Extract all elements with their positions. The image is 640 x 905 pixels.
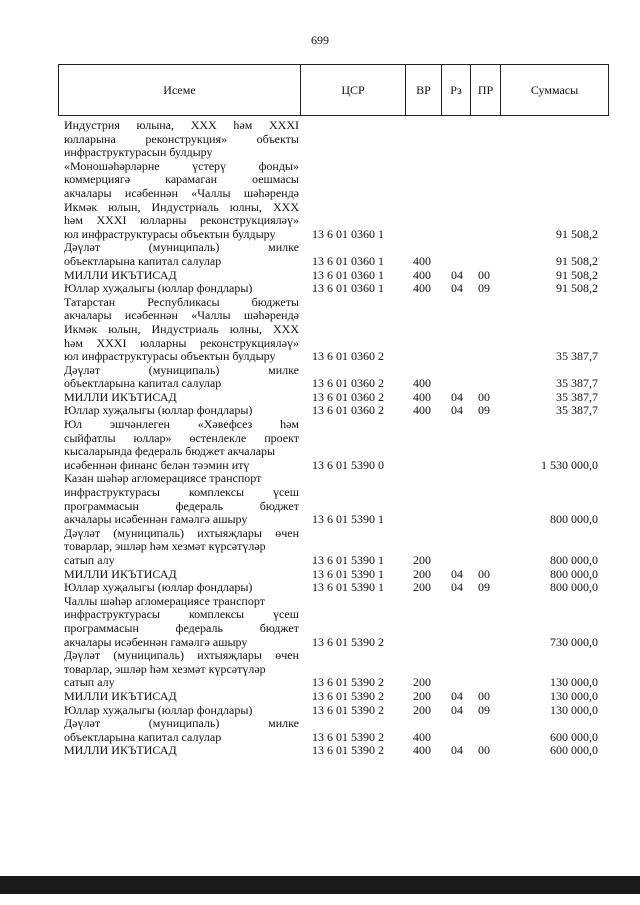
row-name: юл инфраструктурасы объектын булдыру bbox=[64, 350, 276, 364]
row-sum: 800 000,0 bbox=[550, 580, 598, 595]
table-row bbox=[64, 187, 604, 201]
column-header-sum: Суммасы bbox=[500, 65, 608, 115]
row-name: исәбеннән финанс белән тәэмин итү bbox=[64, 458, 250, 472]
row-csr: 13 6 01 0360 2 bbox=[312, 403, 384, 418]
row-name: объектларына капитал салулар bbox=[64, 730, 222, 744]
row-pr: 00 bbox=[478, 267, 490, 282]
table-row bbox=[64, 241, 604, 255]
table-row bbox=[64, 663, 604, 677]
row-name: инфраструктурасы комплексы үсеш bbox=[64, 486, 299, 500]
row-csr: 13 6 01 0360 1 bbox=[312, 281, 384, 296]
row-name: программасын федераль бюджет bbox=[64, 621, 299, 635]
column-header-vr: ВР bbox=[405, 65, 441, 115]
table-row bbox=[64, 214, 604, 228]
row-name: Дәүләт (муниципаль) милке bbox=[64, 717, 299, 731]
row-name: товарлар, эшләр һәм хезмәт күрсәтүләр bbox=[64, 540, 266, 554]
row-name: юлларына реконструкция» объекты bbox=[64, 132, 299, 146]
row-vr: 400 bbox=[413, 743, 431, 758]
table-row bbox=[64, 337, 604, 351]
row-vr: 200 bbox=[413, 566, 431, 581]
row-name: Дәүләт (муниципаль) ихтыяҗлары өчен bbox=[64, 649, 299, 663]
table-row bbox=[64, 676, 604, 690]
row-pr: 09 bbox=[478, 702, 490, 717]
row-sum: 600 000,0 bbox=[550, 729, 598, 744]
table-row bbox=[64, 119, 604, 133]
row-name: Юл эшчәнлеген «Хәвефсез һәм bbox=[64, 418, 299, 432]
table-row bbox=[64, 255, 604, 269]
row-csr: 13 6 01 5390 0 bbox=[312, 457, 384, 472]
row-rz: 04 bbox=[451, 267, 463, 282]
table-header bbox=[58, 64, 609, 116]
row-vr: 400 bbox=[413, 389, 431, 404]
table-row bbox=[64, 418, 604, 432]
row-vr: 400 bbox=[413, 376, 431, 391]
table-row bbox=[64, 704, 604, 718]
table-row bbox=[64, 350, 604, 364]
row-name: һәм XXXI юлларны реконструкцияләү» bbox=[64, 336, 299, 350]
row-name: сатып алу bbox=[64, 676, 115, 690]
row-vr: 200 bbox=[413, 688, 431, 703]
row-rz: 04 bbox=[451, 389, 463, 404]
table-row bbox=[64, 309, 604, 323]
row-name: инфраструктурасы комплексы үсеш bbox=[64, 608, 299, 622]
table-row bbox=[64, 608, 604, 622]
table-row bbox=[64, 540, 604, 554]
row-csr: 13 6 01 0360 1 bbox=[312, 226, 384, 241]
row-pr: 09 bbox=[478, 403, 490, 418]
row-name: Казан шәһәр агломерациясе транспорт bbox=[64, 472, 262, 486]
row-vr: 200 bbox=[413, 675, 431, 690]
row-sum: 91 508,2 bbox=[556, 267, 598, 282]
row-name: Юллар хуҗалыгы (юллар фондлары) bbox=[64, 581, 253, 595]
row-name: Индустрия юлына, XXX һәм XXXI bbox=[64, 119, 299, 132]
row-sum: 130 000,0 bbox=[550, 702, 598, 717]
row-name: объектларына капитал салулар bbox=[64, 377, 222, 391]
row-name: Юллар хуҗалыгы (юллар фондлары) bbox=[64, 404, 253, 418]
table-row bbox=[64, 173, 604, 187]
row-name: МИЛЛИ ИКЪТИСАД bbox=[64, 744, 177, 758]
table-row bbox=[64, 500, 604, 514]
row-csr: 13 6 01 0360 2 bbox=[312, 389, 384, 404]
row-rz: 04 bbox=[451, 702, 463, 717]
row-vr: 200 bbox=[413, 553, 431, 567]
table-row bbox=[64, 595, 604, 609]
row-sum: 600 000,0 bbox=[550, 743, 598, 758]
table-row bbox=[64, 622, 604, 636]
table-row bbox=[64, 323, 604, 337]
table-row bbox=[64, 146, 604, 160]
table-row bbox=[64, 636, 604, 650]
row-name: акчалары исәбеннән «Чаллы шәһәрендә bbox=[64, 186, 299, 200]
table-row bbox=[64, 554, 604, 568]
row-sum: 91 508,2 bbox=[556, 226, 598, 241]
row-name: Икмәк юлын, Индустриаль юлны, XXX bbox=[64, 322, 299, 336]
row-name: коммерциягә карамаган оешмасы bbox=[64, 173, 299, 187]
table-row bbox=[64, 744, 604, 758]
row-csr: 13 6 01 5390 2 bbox=[312, 743, 384, 758]
table-row bbox=[64, 513, 604, 527]
column-header-name: Исеме bbox=[163, 82, 196, 97]
row-name: Юллар хуҗалыгы (юллар фондлары) bbox=[64, 282, 253, 296]
row-csr: 13 6 01 5390 1 bbox=[312, 580, 384, 595]
row-sum: 1 530 000,0 bbox=[541, 457, 598, 472]
row-csr: 13 6 01 0360 1 bbox=[312, 267, 384, 282]
row-sum: 91 508,2 bbox=[556, 253, 598, 268]
row-name: Дәүләт (муниципаль) милке bbox=[64, 363, 299, 377]
table-row bbox=[64, 445, 604, 459]
row-name: һәм XXXI юлларны реконструкцияләү» bbox=[64, 214, 299, 228]
table-row bbox=[64, 201, 604, 215]
row-pr: 00 bbox=[478, 688, 490, 703]
row-pr: 00 bbox=[478, 743, 490, 758]
table-row bbox=[64, 581, 604, 595]
column-header-csr: ЦСР bbox=[300, 65, 405, 115]
row-rz: 04 bbox=[451, 580, 463, 595]
table-row bbox=[64, 568, 604, 582]
row-csr: 13 6 01 0360 2 bbox=[312, 349, 384, 364]
table-row bbox=[64, 133, 604, 147]
row-rz: 04 bbox=[451, 743, 463, 758]
row-csr: 13 6 01 0360 1 bbox=[312, 253, 384, 268]
table-row bbox=[64, 690, 604, 704]
row-sum: 800 000,0 bbox=[550, 553, 598, 567]
row-csr: 13 6 01 5390 1 bbox=[312, 566, 384, 581]
table-row bbox=[64, 432, 604, 446]
row-name: Татарстан Республикасы бюджеты bbox=[64, 295, 299, 309]
row-vr: 400 bbox=[413, 253, 431, 268]
row-name: инфраструктурасын булдыру bbox=[64, 146, 213, 160]
table-row bbox=[64, 364, 604, 378]
table-row bbox=[64, 228, 604, 242]
row-vr: 400 bbox=[413, 267, 431, 282]
table-row bbox=[64, 717, 604, 731]
row-pr: 09 bbox=[478, 281, 490, 296]
row-name: товарлар, эшләр һәм хезмәт күрсәтүләр bbox=[64, 662, 266, 676]
row-name: Дәүләт (муниципаль) милке bbox=[64, 241, 299, 255]
row-name: юл инфраструктурасы объектын булдыру bbox=[64, 227, 276, 241]
row-pr: 09 bbox=[478, 580, 490, 595]
row-rz: 04 bbox=[451, 688, 463, 703]
row-sum: 35 387,7 bbox=[556, 389, 598, 404]
row-pr: 00 bbox=[478, 566, 490, 581]
scan-border bbox=[0, 876, 640, 894]
row-name: акчалары исәбеннән гамәлгә ашыру bbox=[64, 635, 248, 649]
table-row bbox=[64, 160, 604, 174]
row-name: Юллар хуҗалыгы (юллар фондлары) bbox=[64, 703, 253, 717]
table-row bbox=[64, 269, 604, 283]
row-name: сыйфатлы юллар» өстенлекле проект bbox=[64, 431, 299, 445]
row-name: сатып алу bbox=[64, 554, 115, 567]
row-sum: 130 000,0 bbox=[550, 675, 598, 690]
table-row bbox=[64, 391, 604, 405]
row-csr: 13 6 01 5390 2 bbox=[312, 675, 384, 690]
table-row bbox=[64, 459, 604, 473]
table-row bbox=[64, 486, 604, 500]
row-name: кысаларында федераль бюджет акчалары bbox=[64, 445, 276, 459]
row-sum: 730 000,0 bbox=[550, 634, 598, 649]
row-name: МИЛЛИ ИКЪТИСАД bbox=[64, 567, 177, 581]
row-sum: 35 387,7 bbox=[556, 403, 598, 418]
row-sum: 35 387,7 bbox=[556, 349, 598, 364]
table-row bbox=[64, 377, 604, 391]
row-sum: 130 000,0 bbox=[550, 688, 598, 703]
table-row bbox=[64, 472, 604, 486]
row-name: акчалары исәбеннән гамәлгә ашыру bbox=[64, 513, 248, 527]
table-row bbox=[64, 282, 604, 296]
table-row bbox=[64, 649, 604, 663]
column-header-rz: Рз bbox=[441, 65, 470, 115]
row-name: Икмәк юлын, Индустриаль юлны, XXX bbox=[64, 200, 299, 214]
table-body bbox=[64, 119, 604, 758]
row-rz: 04 bbox=[451, 281, 463, 296]
row-name: программасын федераль бюджет bbox=[64, 499, 299, 513]
row-vr: 400 bbox=[413, 281, 431, 296]
row-name: объектларына капитал салулар bbox=[64, 254, 222, 268]
row-csr: 13 6 01 5390 2 bbox=[312, 634, 384, 649]
column-header-pr: ПР bbox=[470, 65, 500, 115]
row-csr: 13 6 01 5390 1 bbox=[312, 553, 384, 567]
row-sum: 35 387,7 bbox=[556, 376, 598, 391]
row-csr: 13 6 01 5390 2 bbox=[312, 702, 384, 717]
row-name: МИЛЛИ ИКЪТИСАД bbox=[64, 268, 177, 282]
row-csr: 13 6 01 5390 2 bbox=[312, 688, 384, 703]
row-csr: 13 6 01 5390 2 bbox=[312, 729, 384, 744]
table-row bbox=[64, 731, 604, 745]
table-row bbox=[64, 527, 604, 541]
row-rz: 04 bbox=[451, 566, 463, 581]
row-name: Дәүләт (муниципаль) ихтыяҗлары өчен bbox=[64, 526, 299, 540]
row-pr: 00 bbox=[478, 389, 490, 404]
row-vr: 400 bbox=[413, 729, 431, 744]
table-row bbox=[64, 296, 604, 310]
row-rz: 04 bbox=[451, 403, 463, 418]
page-number: 699 bbox=[311, 33, 329, 47]
row-csr: 13 6 01 5390 1 bbox=[312, 512, 384, 527]
row-vr: 200 bbox=[413, 702, 431, 717]
row-csr: 13 6 01 0360 2 bbox=[312, 376, 384, 391]
row-sum: 800 000,0 bbox=[550, 566, 598, 581]
row-name: Чаллы шәһәр агломерациясе транспорт bbox=[64, 594, 265, 608]
row-sum: 800 000,0 bbox=[550, 512, 598, 527]
row-vr: 200 bbox=[413, 580, 431, 595]
row-vr: 400 bbox=[413, 403, 431, 418]
row-sum: 91 508,2 bbox=[556, 281, 598, 296]
row-name: МИЛЛИ ИКЪТИСАД bbox=[64, 390, 177, 404]
table-row bbox=[64, 404, 604, 418]
row-name: акчалары исәбеннән «Чаллы шәһәрендә bbox=[64, 309, 299, 323]
row-name: МИЛЛИ ИКЪТИСАД bbox=[64, 689, 177, 703]
row-name: «Моношәһәрләрне үстерү фонды» bbox=[64, 159, 299, 173]
